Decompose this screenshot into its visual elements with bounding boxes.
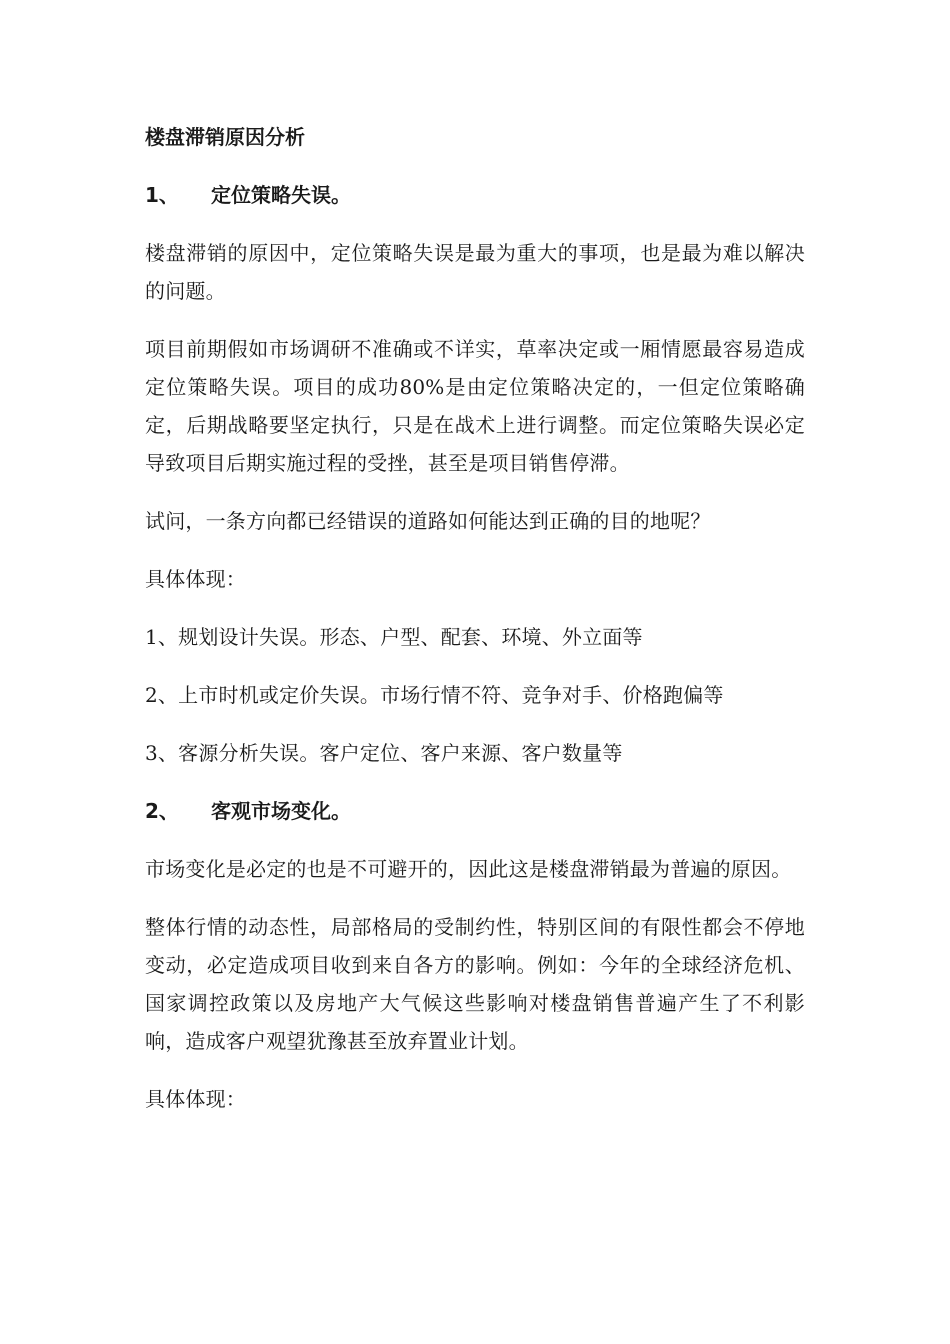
document-title: 楼盘滞销原因分析 <box>145 125 305 149</box>
document-page <box>145 118 805 1138</box>
list-item: 1、规划设计失误。形态、户型、配套、环境、外立面等 <box>145 625 643 649</box>
section-heading-2 <box>145 792 805 830</box>
paragraph: 楼盘滞销的原因中，定位策略失误是最为重大的事项，也是最为难以解决的问题。 <box>145 241 805 303</box>
paragraph: 市场变化是必定的也是不可避开的，因此这是楼盘滞销最为普遍的原因。 <box>145 857 792 881</box>
paragraph: 具体体现： <box>145 1087 246 1111</box>
paragraph: 具体体现： <box>145 567 246 591</box>
section-number: 1、 <box>145 183 179 207</box>
section-title: 客观市场变化。 <box>211 799 351 823</box>
section-heading-1 <box>145 176 805 214</box>
section-number: 2、 <box>145 799 179 823</box>
list-item: 3、客源分析失误。客户定位、客户来源、客户数量等 <box>145 741 623 765</box>
section-title: 定位策略失误。 <box>211 183 351 207</box>
paragraph: 整体行情的动态性，局部格局的受制约性，特别区间的有限性都会不停地变动，必定造成项目收到来自各方的影响。例如：今年的全球经济危机、国家调控政策以及房地产大气候这些影响对楼盘销售普遍产生了不利影响，造成客户观望犹豫甚至放弃置业计划。 <box>145 915 805 1053</box>
list-item: 2、上市时机或定价失误。市场行情不符、竞争对手、价格跑偏等 <box>145 683 724 707</box>
paragraph: 试问，一条方向都已经错误的道路如何能达到正确的目的地呢？ <box>145 509 711 533</box>
paragraph: 项目前期假如市场调研不准确或不详实，草率决定或一厢情愿最容易造成定位策略失误。项目的成功80%是由定位策略决定的，一但定位策略确定，后期战略要坚定执行，只是在战术上进行调整。而定位策略失误必定导致项目后期实施过程的受挫，甚至是项目销售停滞。 <box>145 337 805 475</box>
